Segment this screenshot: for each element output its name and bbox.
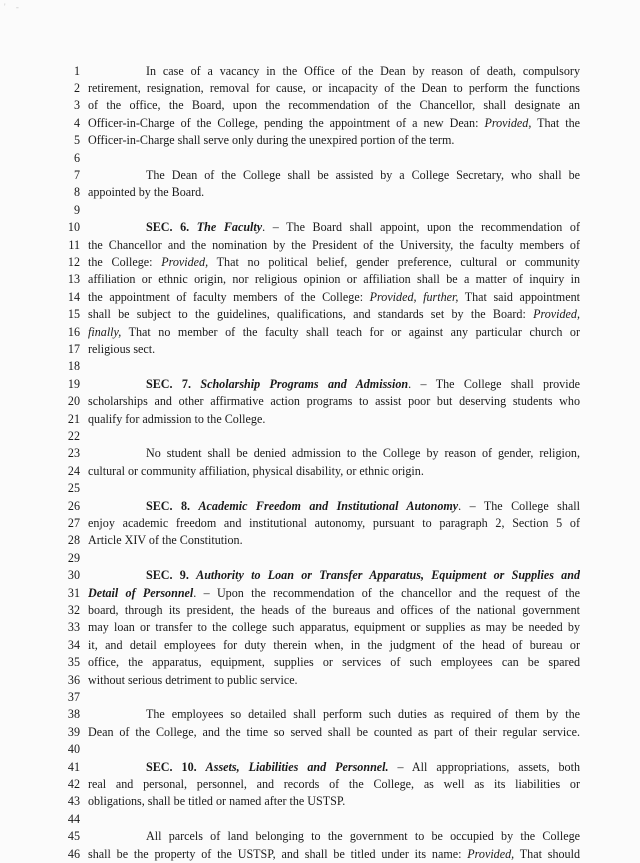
line-number: 17 <box>67 341 80 356</box>
text-run: All parcels of land belonging to the government to be occupied by the College <box>146 829 580 844</box>
document-line <box>0 689 640 706</box>
line-text <box>88 759 580 776</box>
document-line <box>0 97 640 114</box>
line-text <box>88 324 580 341</box>
document-line <box>0 637 640 654</box>
text-run: shall be subject to the guidelines, qualifications, and standards set by the Board: <box>88 307 534 322</box>
scan-mark: ' - <box>4 2 23 12</box>
document-line <box>0 324 640 341</box>
line-text <box>88 619 580 636</box>
text-run: retirement, resignation, removal for cause, or incapacity of the Dean to perform the functions <box>88 80 580 95</box>
emphasis-text: Provided, <box>161 254 209 269</box>
line-text <box>88 254 580 271</box>
line-number: 12 <box>67 254 80 269</box>
line-text <box>88 532 580 549</box>
document-line <box>0 706 640 723</box>
emphasis-text: Authority to Loan or Transfer Apparatus, Equipment or Supplies and <box>196 568 580 583</box>
line-number: 41 <box>67 759 80 774</box>
document-line <box>0 254 640 271</box>
line-text <box>88 637 580 654</box>
line-number: 33 <box>67 620 80 635</box>
line-text <box>88 793 580 810</box>
line-text <box>88 724 580 741</box>
emphasis-text: The Faculty <box>196 220 263 235</box>
line-number: 45 <box>67 829 80 844</box>
document-line <box>0 184 640 201</box>
text-run: Officer-in-Charge shall serve only during the unexpired portion of the term. <box>88 133 455 148</box>
line-number: 35 <box>67 655 80 670</box>
document-line <box>0 532 640 549</box>
document-line <box>0 445 640 462</box>
line-number: 40 <box>67 742 80 757</box>
line-number: 10 <box>67 220 80 235</box>
emphasis-text: Detail of Personnel <box>88 585 194 600</box>
text-run: cultural or community affiliation, physical disability, or ethnic origin. <box>88 463 424 478</box>
line-number: 25 <box>67 481 80 496</box>
line-number: 15 <box>67 307 80 322</box>
line-number: 43 <box>67 794 80 809</box>
text-run: . – Upon the recommendation of the chancellor and the request of the <box>193 585 580 600</box>
text-run: the appointment of faculty members of the College: <box>88 289 370 304</box>
text-run: may loan or transfer to the college such apparatus, equipment or supplies as may be needed by <box>88 620 580 635</box>
emphasis-text: Provided, further, <box>369 289 459 304</box>
line-number: 28 <box>67 533 80 548</box>
document-line <box>0 358 640 375</box>
line-text <box>88 828 580 845</box>
line-number: 30 <box>67 568 80 583</box>
line-number: 34 <box>67 637 80 652</box>
document-line <box>0 811 640 828</box>
line-number: 26 <box>67 498 80 513</box>
line-text <box>88 306 580 323</box>
line-number: 22 <box>67 428 80 443</box>
text-run: Article XIV of the Constitution. <box>88 533 243 548</box>
text-run: Officer-in-Charge of the College, pending the appointment of a new Dean: <box>88 115 485 130</box>
text-run: The employees so detailed shall perform such duties as required of them by the <box>146 707 580 722</box>
document-line <box>0 672 640 689</box>
line-text <box>88 498 580 515</box>
line-text <box>88 97 580 114</box>
line-number: 44 <box>67 811 80 826</box>
text-run: . – The Board shall appoint, upon the recommendation of <box>262 220 580 235</box>
line-number: 37 <box>67 689 80 704</box>
line-text <box>88 289 580 306</box>
emphasis-text: finally, <box>88 324 122 339</box>
document-line <box>0 550 640 567</box>
document-line <box>0 724 640 741</box>
text-run: obligations, shall be titled or named after the USTSP. <box>88 794 346 809</box>
line-number: 7 <box>73 167 80 182</box>
line-text <box>88 602 580 619</box>
line-number: 1 <box>73 63 80 78</box>
text-run: without serious detriment to public service. <box>88 672 298 687</box>
document-line <box>0 167 640 184</box>
document-line <box>0 515 640 532</box>
document-line <box>0 132 640 149</box>
text-run: That the <box>531 115 580 130</box>
text-run: affiliation or ethnic origin, nor religious opinion or affiliation shall be a matter of inquiry in <box>88 272 580 287</box>
text-run: religious sect. <box>88 341 156 356</box>
emphasis-text: Academic Freedom and Institutional Autonomy <box>198 498 459 513</box>
line-text <box>88 706 580 723</box>
document-line <box>0 411 640 428</box>
line-number: 3 <box>73 98 80 113</box>
line-text <box>88 445 580 462</box>
line-text <box>88 411 580 428</box>
line-text <box>88 585 580 602</box>
emphasis-text: Assets, Liabilities and Personnel. <box>205 759 389 774</box>
document-line <box>0 115 640 132</box>
document-line <box>0 741 640 758</box>
document-line <box>0 793 640 810</box>
text-run: Dean of the College, and the time so served shall be counted as part of their regular service. <box>88 724 580 739</box>
document-line <box>0 393 640 410</box>
line-number: 11 <box>68 237 80 252</box>
document-line <box>0 376 640 393</box>
emphasis-text: Provided, <box>484 115 532 130</box>
document-line <box>0 602 640 619</box>
line-text <box>88 463 580 480</box>
emphasis-text: Scholarship Programs and Admission <box>200 376 409 391</box>
document-line <box>0 63 640 80</box>
emphasis-text: Provided, <box>533 307 580 322</box>
line-number: 27 <box>67 515 80 530</box>
line-number: 18 <box>67 359 80 374</box>
line-text <box>88 63 580 80</box>
text-run: of the office, the Board, upon the recommendation of the Chancellor, shall designate an <box>88 98 580 113</box>
document-line <box>0 341 640 358</box>
line-text <box>88 271 580 288</box>
text-run: office, the apparatus, equipment, supplies or services of such employees can be spared <box>88 655 580 670</box>
line-number: 19 <box>67 376 80 391</box>
document-line <box>0 585 640 602</box>
line-text <box>88 376 580 393</box>
emphasis-text: SEC. 6. <box>146 220 197 235</box>
emphasis-text: SEC. 8. <box>146 498 199 513</box>
text-run: . – The College shall <box>458 498 580 513</box>
text-run: No student shall be denied admission to the College by reason of gender, religion, <box>146 446 580 461</box>
line-number: 2 <box>73 80 80 95</box>
document-line <box>0 828 640 845</box>
text-run: real and personal, personnel, and records of the College, as well as its liabilities or <box>88 776 580 791</box>
line-number: 8 <box>73 185 80 200</box>
document-line <box>0 271 640 288</box>
document-line <box>0 759 640 776</box>
line-text <box>88 567 580 584</box>
line-text <box>88 341 580 358</box>
text-run: enjoy academic freedom and institutional autonomy, pursuant to paragraph 2, Section 5 of <box>88 515 580 530</box>
text-run: That no political belief, gender preference, cultural or community <box>208 254 580 269</box>
line-number: 39 <box>67 724 80 739</box>
line-text <box>88 393 580 410</box>
document-line <box>0 202 640 219</box>
line-number: 20 <box>67 394 80 409</box>
line-number: 6 <box>73 150 80 165</box>
document-line <box>0 619 640 636</box>
text-run: scholarships and other affirmative action programs to assist poor but deserving students who <box>88 394 580 409</box>
text-run: it, and detail employees for duty therein when, in the judgment of the head of bureau or <box>88 637 580 652</box>
line-number: 4 <box>73 115 80 130</box>
document-line <box>0 237 640 254</box>
text-run: In case of a vacancy in the Office of the Dean by reason of death, compulsory <box>146 63 580 78</box>
line-number: 24 <box>67 463 80 478</box>
text-run: – All appropriations, assets, both <box>388 759 580 774</box>
line-text <box>88 115 580 132</box>
text-run: qualify for admission to the College. <box>88 411 266 426</box>
line-number: 29 <box>67 550 80 565</box>
text-run: That no member of the faculty shall teach for or against any particular church or <box>121 324 580 339</box>
text-run: the Chancellor and the nomination by the President of the University, the faculty members of <box>88 237 580 252</box>
document-line <box>0 80 640 97</box>
line-number: 38 <box>67 707 80 722</box>
line-number: 13 <box>67 272 80 287</box>
emphasis-text: SEC. 9. <box>146 568 197 583</box>
line-number: 36 <box>67 672 80 687</box>
line-number: 9 <box>73 202 80 217</box>
line-number: 14 <box>67 289 80 304</box>
line-number: 46 <box>67 846 80 861</box>
text-run: appointed by the Board. <box>88 185 205 200</box>
line-text <box>88 237 580 254</box>
document-line <box>0 219 640 236</box>
document-line <box>0 480 640 497</box>
line-text <box>88 80 580 97</box>
emphasis-text: SEC. 10. <box>146 759 206 774</box>
document-line <box>0 846 640 863</box>
document-line <box>0 428 640 445</box>
emphasis-text: Provided, <box>467 846 515 861</box>
text-run: board, through its president, the heads of the bureaus and offices of the national government <box>88 602 580 617</box>
document-line <box>0 289 640 306</box>
line-number: 31 <box>67 585 80 600</box>
line-text <box>88 167 580 184</box>
line-text <box>88 654 580 671</box>
line-text <box>88 219 580 236</box>
line-number: 21 <box>67 411 80 426</box>
line-text <box>88 672 580 689</box>
document-line <box>0 306 640 323</box>
document-line <box>0 654 640 671</box>
line-number: 32 <box>67 602 80 617</box>
line-text <box>88 846 580 863</box>
text-run: the College: <box>88 254 162 269</box>
document-line <box>0 463 640 480</box>
line-text <box>88 132 580 149</box>
line-number: 5 <box>73 133 80 148</box>
text-run: That said appointment <box>458 289 580 304</box>
text-run: That should <box>514 846 580 861</box>
line-text <box>88 515 580 532</box>
document-line <box>0 498 640 515</box>
emphasis-text: SEC. 7. <box>146 376 201 391</box>
text-run: . – The College shall provide <box>408 376 580 391</box>
document-line <box>0 150 640 167</box>
text-run: The Dean of the College shall be assisted by a College Secretary, who shall be <box>146 167 580 182</box>
line-number: 16 <box>67 324 80 339</box>
line-text <box>88 184 580 201</box>
line-number: 42 <box>67 776 80 791</box>
text-run: shall be the property of the USTSP, and shall be titled under its name: <box>88 846 468 861</box>
line-number: 23 <box>67 446 80 461</box>
document-line <box>0 567 640 584</box>
